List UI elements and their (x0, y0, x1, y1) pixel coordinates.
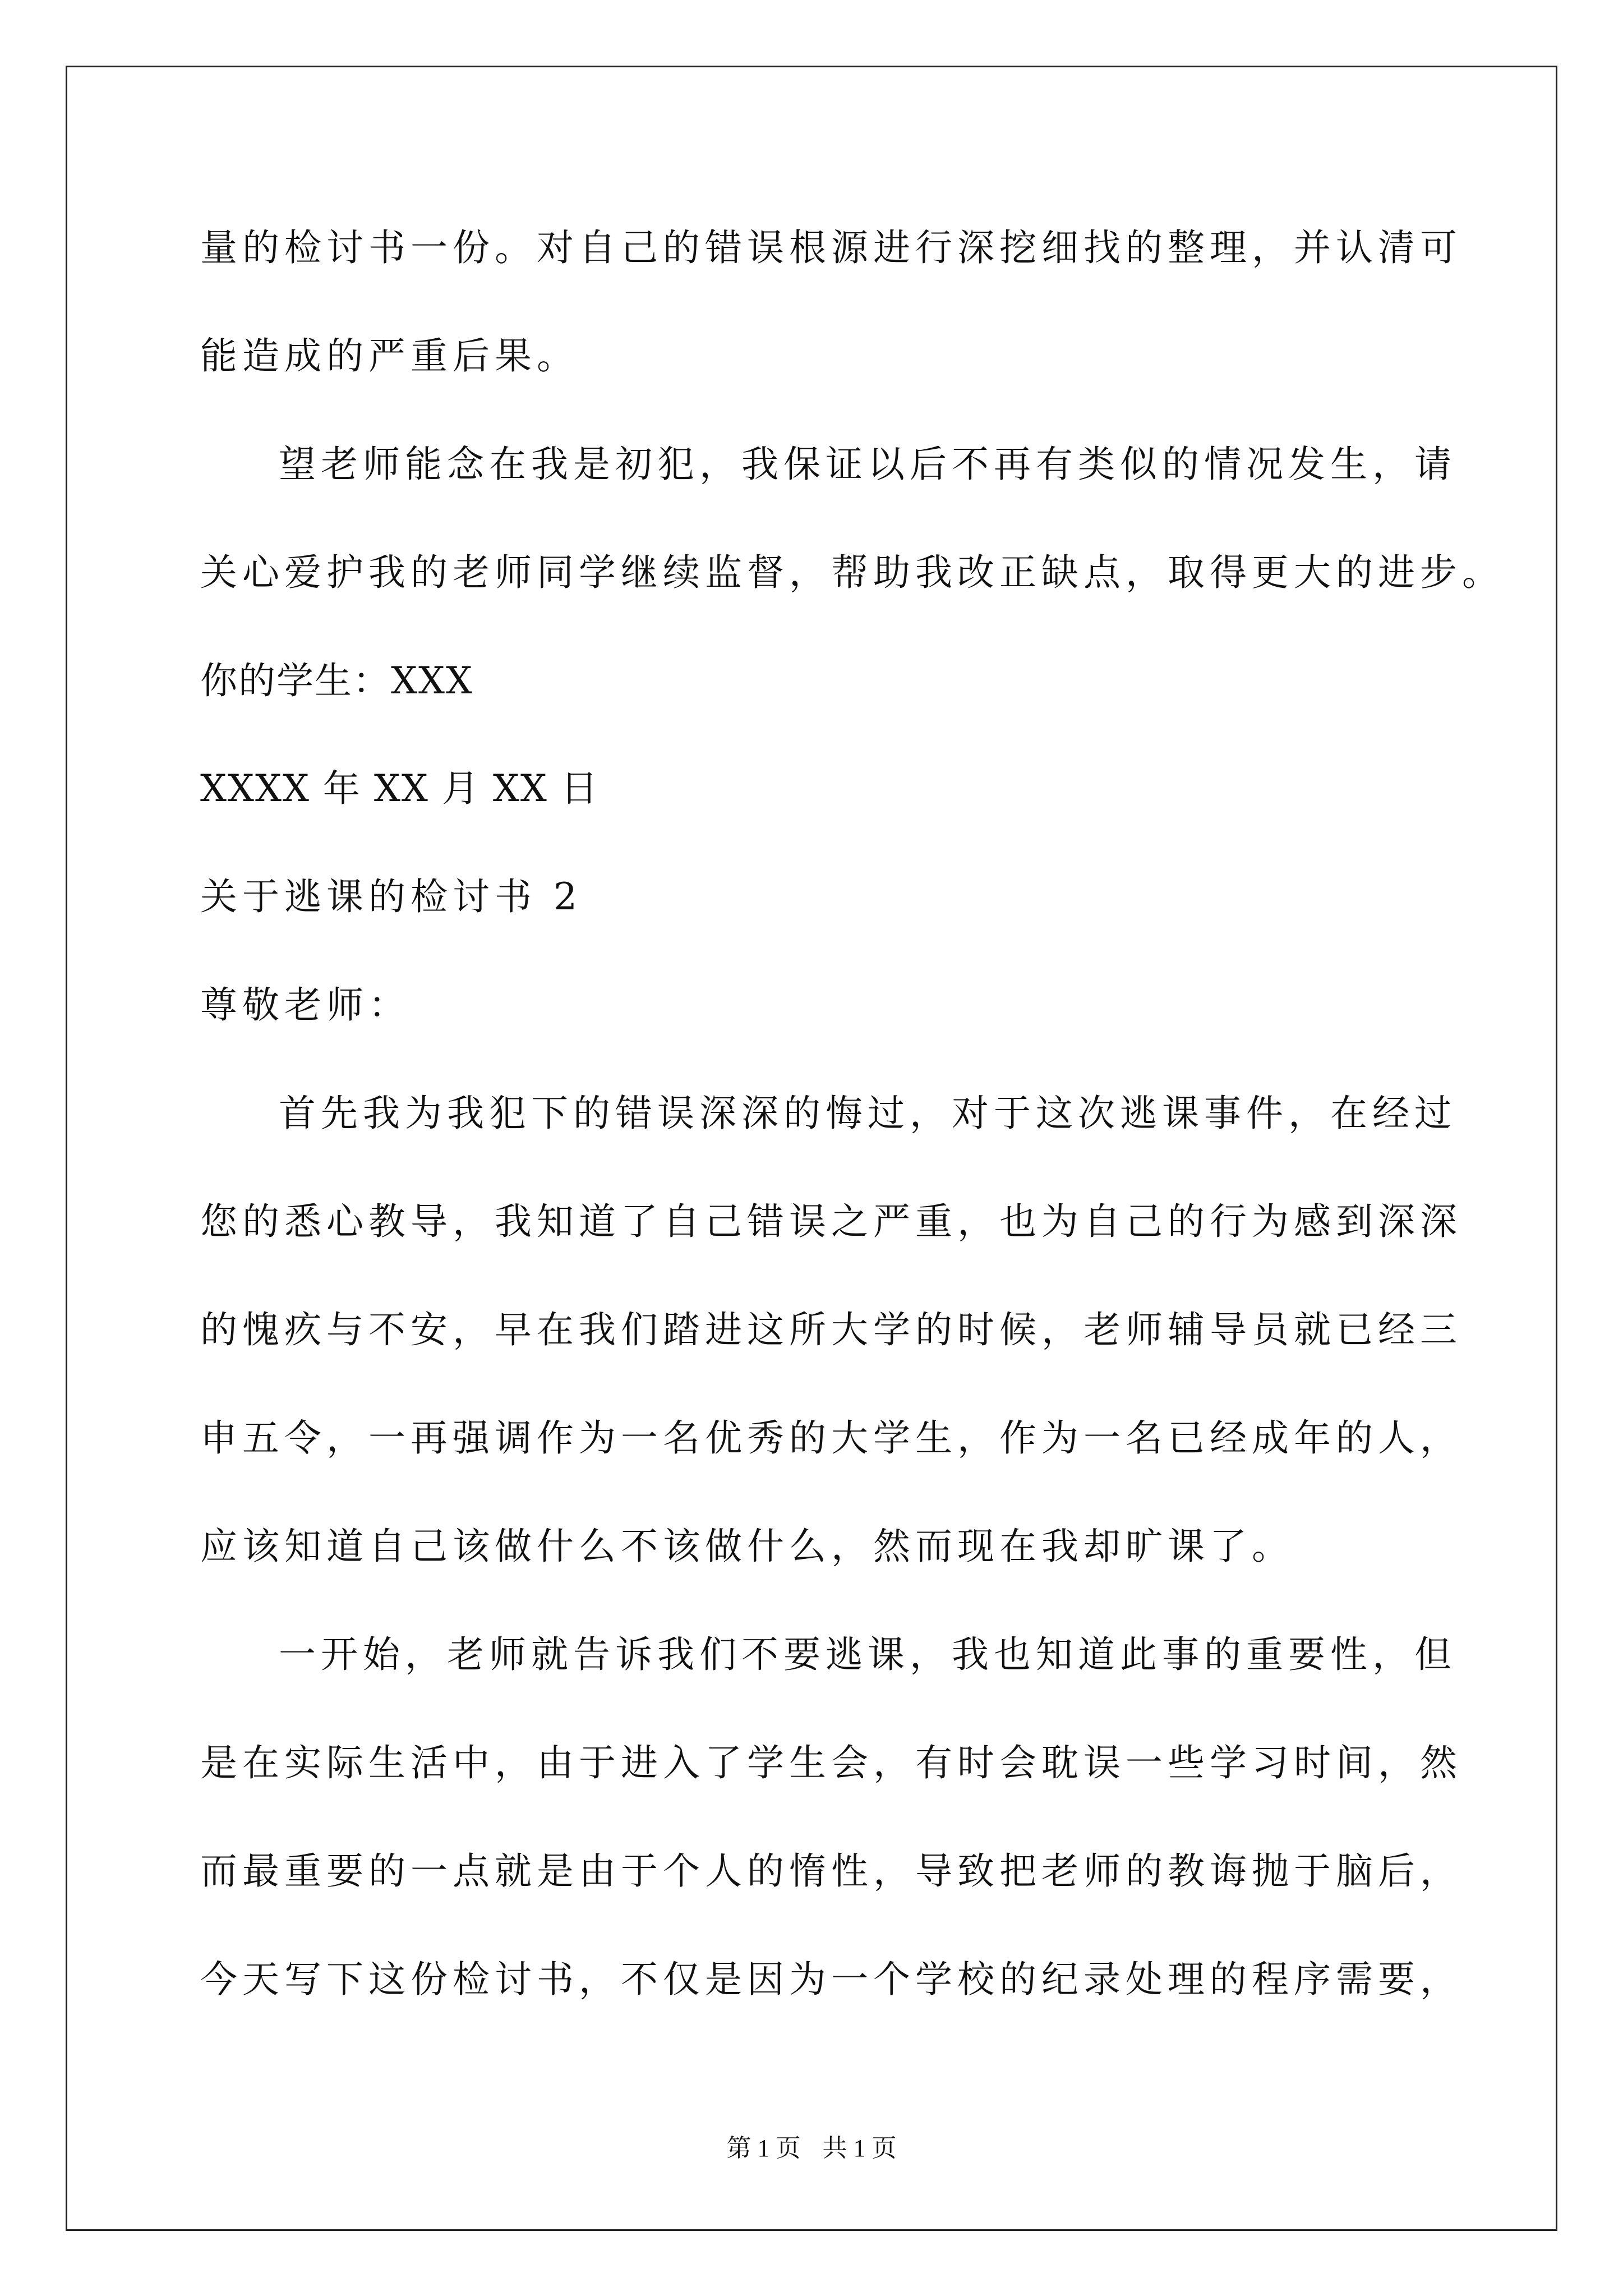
signature-student: 你的学生：XXX (200, 659, 473, 702)
text-line-11: 的愧疚与不安，早在我们踏进这所大学的时候，老师辅导员就已经三 (200, 1308, 1462, 1351)
text-line-3: 望老师能念在我是初犯，我保证以后不再有类似的情况发生，请 (279, 443, 1456, 486)
text-line-12: 申五令，一再强调作为一名优秀的大学生，作为一名已经成年的人， (200, 1416, 1462, 1460)
page-footer (0, 2133, 1623, 2164)
text-line-15: 是在实际生活中，由于进入了学生会，有时会耽误一些学习时间，然 (200, 1741, 1462, 1784)
section-title: 关于逃课的检讨书 2 (200, 875, 582, 918)
page-border (66, 66, 1557, 2231)
text-line-13: 应该知道自己该做什么不该做什么，然而现在我却旷课了。 (200, 1525, 1294, 1568)
text-line-17: 今天写下这份检讨书，不仅是因为一个学校的纪录处理的程序需要， (200, 1958, 1462, 2001)
page-number-current: 第 1 页 (726, 2134, 801, 2162)
text-line-9: 首先我为我犯下的错误深深的悔过，对于这次逃课事件，在经过 (279, 1092, 1456, 1135)
text-line-4: 关心爱护我的老师同学继续监督，帮助我改正缺点，取得更大的进步。 (200, 551, 1504, 594)
signature-date: XXXX 年 XX 月 XX 日 (200, 767, 599, 810)
salutation: 尊敬老师： (200, 983, 411, 1027)
page-number-total: 共 1 页 (822, 2134, 897, 2162)
text-line-16: 而最重要的一点就是由于个人的惰性，导致把老师的教诲抛于脑后， (200, 1849, 1462, 1893)
text-line-1: 量的检讨书一份。对自己的错误根源进行深挖细找的整理，并认清可 (200, 226, 1462, 269)
text-line-2: 能造成的严重后果。 (200, 334, 579, 378)
text-line-14: 一开始，老师就告诉我们不要逃课，我也知道此事的重要性，但 (279, 1633, 1456, 1676)
text-line-10: 您的悉心教导，我知道了自己错误之严重，也为自己的行为感到深深 (200, 1200, 1462, 1243)
